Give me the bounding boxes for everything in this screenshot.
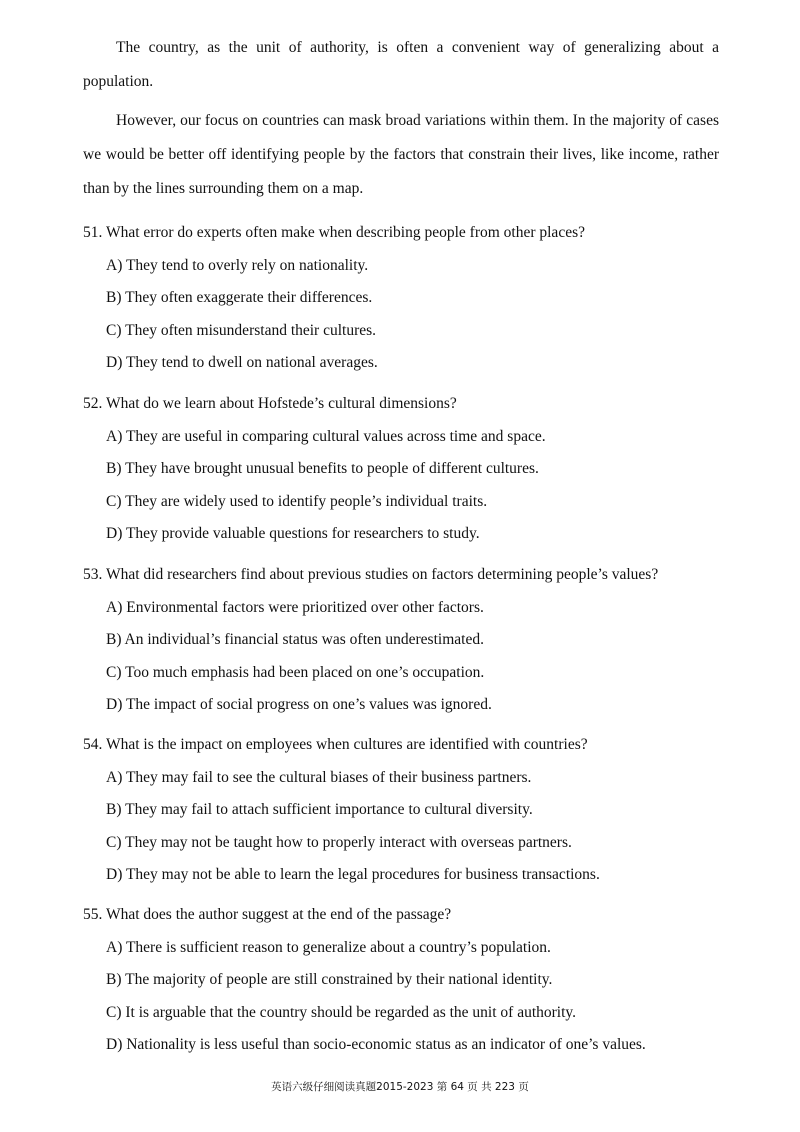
option-a: A) Environmental factors were prioritized over other factors. (106, 598, 484, 616)
option-c: C) They often misunderstand their cultures. (106, 321, 377, 339)
answer-options (83, 598, 733, 716)
option-c: C) They may not be taught how to properly interact with overseas partners. (106, 833, 572, 851)
question-stem: 51. What error do experts often make when describing people from other places? (83, 224, 585, 241)
question-54 (83, 735, 733, 885)
question-stem: 53. What did researchers find about previous studies on factors determining people’s values? (83, 566, 659, 583)
option-a: A) There is sufficient reason to generalize about a country’s population. (106, 938, 551, 956)
option-b: B) An individual’s financial status was often underestimated. (106, 631, 484, 648)
question-55 (83, 905, 733, 1055)
answer-options (83, 768, 733, 886)
option-d: D) Nationality is less useful than socio-economic status as an indicator of one’s values. (106, 1036, 646, 1053)
question-52 (83, 394, 733, 544)
option-c: C) Too much emphasis had been placed on one’s occupation. (106, 663, 485, 681)
option-c: C) They are widely used to identify people’s individual traits. (106, 492, 488, 510)
answer-options (83, 938, 733, 1056)
question-stem: 52. What do we learn about Hofstede’s cultural dimensions? (83, 395, 457, 412)
passage-paragraph-1: The country, as the unit of authority, is often a convenient way of generalizing about a population. (83, 39, 719, 90)
answer-options (83, 427, 733, 545)
option-a: A) They are useful in comparing cultural values across time and space. (106, 427, 546, 445)
option-b: B) They may fail to attach sufficient importance to cultural diversity. (106, 801, 533, 818)
option-d: D) The impact of social progress on one’s values was ignored. (106, 696, 492, 713)
passage-paragraph-2: However, our focus on countries can mask broad variations within them. In the majority of cases we would be better off identifying people by the factors that constrain their lives, like income, rather than by the lines surrounding them on a map. (83, 112, 719, 197)
option-a: A) They may fail to see the cultural biases of their business partners. (106, 768, 532, 786)
option-b: B) They have brought unusual benefits to people of different cultures. (106, 460, 539, 477)
question-51 (83, 223, 733, 373)
option-b: B) The majority of people are still constrained by their national identity. (106, 971, 553, 988)
option-b: B) They often exaggerate their differences. (106, 289, 373, 306)
option-d: D) They provide valuable questions for researchers to study. (106, 525, 480, 542)
question-53 (83, 565, 733, 715)
page-footer: 英语六级仔细阅读真题2015-2023 第 64 页 共 223 页 (271, 1081, 529, 1093)
answer-options (83, 256, 733, 374)
question-stem: 55. What does the author suggest at the end of the passage? (83, 906, 452, 923)
question-stem: 54. What is the impact on employees when cultures are identified with countries? (83, 736, 588, 753)
option-c: C) It is arguable that the country should be regarded as the unit of authority. (106, 1003, 577, 1021)
option-a: A) They tend to overly rely on nationality. (106, 256, 369, 274)
option-d: D) They tend to dwell on national averages. (106, 354, 378, 371)
option-d: D) They may not be able to learn the legal procedures for business transactions. (106, 866, 600, 883)
